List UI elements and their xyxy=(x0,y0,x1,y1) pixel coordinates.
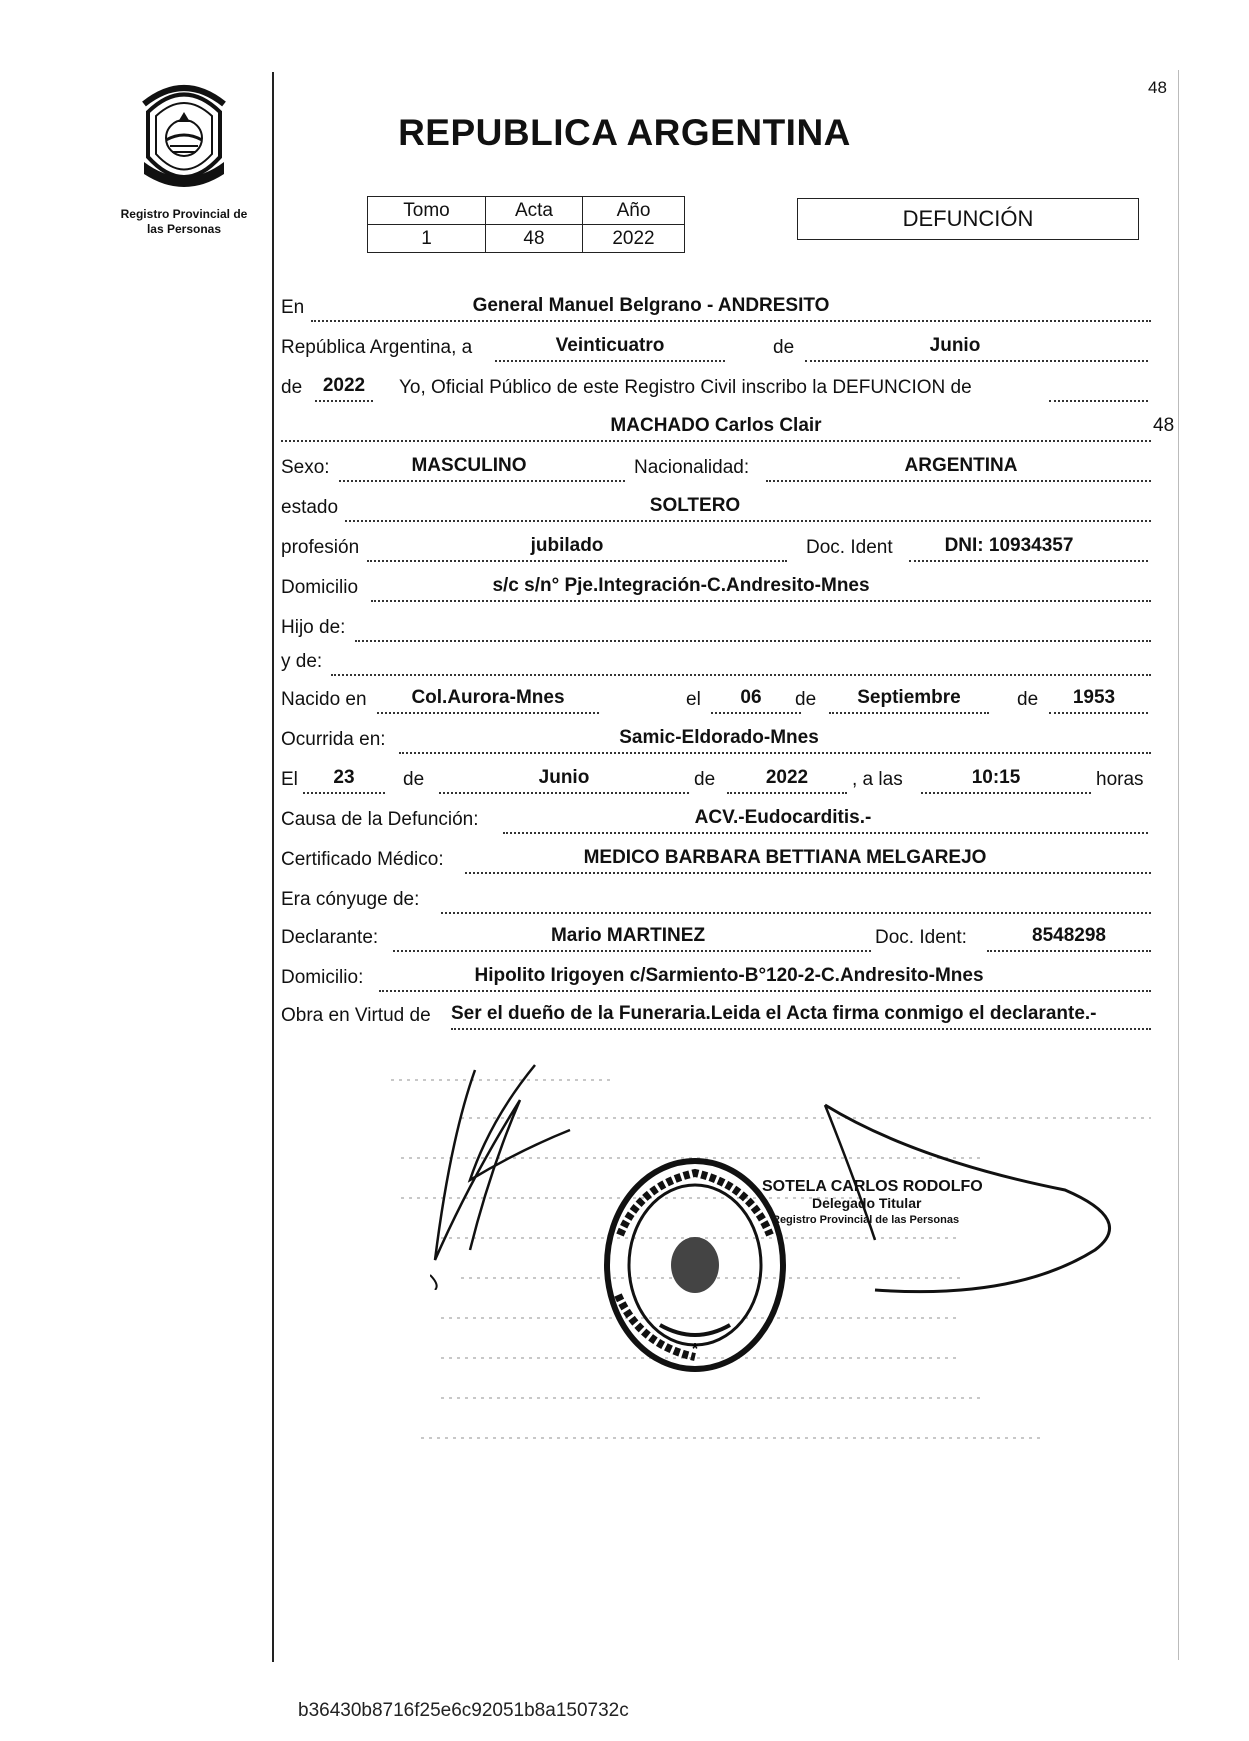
declarante-value: Mario MARTINEZ xyxy=(550,925,706,946)
row-hijo xyxy=(281,608,1151,642)
profesion-value: jubilado xyxy=(530,535,604,556)
nac-dia-value: 06 xyxy=(740,687,762,708)
obra-value: Ser el dueño de la Funeraria.Leida el Acta firma conmigo el declarante.- xyxy=(451,1003,1097,1024)
profesion-label: profesión xyxy=(281,537,360,558)
ocurrida-label: Ocurrida en: xyxy=(281,729,386,750)
left-margin-line xyxy=(272,72,274,1662)
de-label-1: de xyxy=(773,337,795,358)
nac-de-label-1: de xyxy=(795,689,817,710)
row-fecha xyxy=(281,328,1151,362)
row-inscribo xyxy=(281,368,1151,402)
hijo-label: Hijo de: xyxy=(281,617,346,638)
logo-caption-line1: Registro Provincial de xyxy=(120,207,248,221)
row-domicilio xyxy=(281,568,1151,602)
row-fallecimiento xyxy=(281,760,1151,794)
row-obra xyxy=(281,996,1151,1030)
domicilio-value: s/c s/n° Pje.Integración-C.Andresito-Mnes xyxy=(492,575,870,596)
officer-office: Registro Provincial de las Personas xyxy=(772,1214,960,1226)
certificado-value: MEDICO BARBARA BETTIANA MELGAREJO xyxy=(583,847,987,868)
decl-domicilio-value: Hipolito Irigoyen c/Sarmiento-B°120-2-C.Andresito-Mnes xyxy=(474,965,984,986)
fallec-de-label-2: de xyxy=(694,769,716,790)
fallec-anio-value: 2022 xyxy=(765,767,809,788)
a-las-label: , a las xyxy=(852,769,903,790)
sexo-value: MASCULINO xyxy=(411,455,527,476)
row-sexo xyxy=(281,448,1151,482)
anio-value: 2022 xyxy=(583,225,685,253)
estado-label: estado xyxy=(281,497,339,518)
fallec-dia-value: 23 xyxy=(333,767,355,788)
fallec-mes-value: Junio xyxy=(538,767,590,788)
row-conyuge xyxy=(281,880,1151,914)
lugar-value: General Manuel Belgrano - ANDRESITO xyxy=(472,295,830,316)
row-decl-domicilio xyxy=(281,958,1151,992)
domicilio-label: Domicilio xyxy=(281,577,359,598)
row-profesion xyxy=(281,528,1151,562)
sexo-label: Sexo: xyxy=(281,457,330,478)
hora-value: 10:15 xyxy=(971,767,1021,788)
fallec-de-label-1: de xyxy=(403,769,425,790)
fallec-el-label: El xyxy=(281,769,298,790)
de-label-2: de xyxy=(281,377,303,398)
obra-label: Obra en Virtud de xyxy=(281,1005,431,1026)
officer-signature-block xyxy=(762,1178,983,1229)
document-hash: b36430b8716f25e6c92051b8a150732c xyxy=(298,1700,629,1721)
dia-letras-value: Veinticuatro xyxy=(555,335,665,356)
decl-domicilio-label: Domicilio: xyxy=(281,967,364,988)
conyuge-label: Era cónyuge de: xyxy=(281,889,420,910)
certificado-label: Certificado Médico: xyxy=(281,849,444,870)
nombre-value: MACHADO Carlos Clair xyxy=(610,415,822,436)
row-ocurrida xyxy=(281,720,1151,754)
row-nacido xyxy=(281,680,1151,714)
row-y-de xyxy=(281,642,1151,676)
officer-title: Delegado Titular xyxy=(812,1195,922,1211)
record-type-box: DEFUNCIÓN xyxy=(797,198,1139,240)
province-logo xyxy=(108,82,260,237)
anio-value-text: 2022 xyxy=(322,375,366,396)
svg-text:*: * xyxy=(691,1341,699,1358)
row-lugar xyxy=(281,288,1151,322)
tomo-value: 1 xyxy=(368,225,486,253)
nacionalidad-value: ARGENTINA xyxy=(904,455,1018,476)
causa-label: Causa de la Defunción: xyxy=(281,809,479,830)
mes-value: Junio xyxy=(929,335,981,356)
decl-doc-value: 8548298 xyxy=(1032,925,1106,946)
yo-text: Yo, Oficial Público de este Registro Civil inscribo la DEFUNCION de xyxy=(399,377,972,398)
el-label: el xyxy=(686,689,701,710)
ocurrida-value: Samic-Eldorado-Mnes xyxy=(619,727,819,748)
row-declarante xyxy=(281,918,1151,952)
registry-table xyxy=(367,196,685,253)
republica-label: República Argentina, a xyxy=(281,337,473,358)
row-nombre xyxy=(281,408,1175,442)
en-label: En xyxy=(281,297,305,318)
officer-name: SOTELA CARLOS RODOLFO xyxy=(762,1178,983,1195)
tomo-header: Tomo xyxy=(368,197,486,225)
row-causa xyxy=(281,800,1151,834)
nac-de-label-2: de xyxy=(1017,689,1039,710)
y-de-label: y de: xyxy=(281,651,323,672)
nacido-lugar-value: Col.Aurora-Mnes xyxy=(411,687,565,708)
estado-value: SOLTERO xyxy=(649,495,741,516)
doc-label: Doc. Ident xyxy=(806,537,893,558)
decl-doc-label: Doc. Ident: xyxy=(875,927,967,948)
declarante-label: Declarante: xyxy=(281,927,379,948)
acta-header: Acta xyxy=(486,197,583,225)
acta-value: 48 xyxy=(486,225,583,253)
row-estado xyxy=(281,488,1151,522)
nacido-label: Nacido en xyxy=(281,689,367,710)
nac-anio-value: 1953 xyxy=(1072,687,1116,708)
document-title: REPUBLICA ARGENTINA xyxy=(398,112,851,153)
page-number: 48 xyxy=(1148,78,1167,97)
right-margin-line xyxy=(1178,70,1179,1660)
logo-caption-line2: las Personas xyxy=(146,222,222,236)
nacionalidad-label: Nacionalidad: xyxy=(634,457,750,478)
row-certificado xyxy=(281,840,1151,874)
anio-header: Año xyxy=(583,197,685,225)
horas-label: horas xyxy=(1096,769,1144,790)
causa-value: ACV.-Eudocarditis.- xyxy=(694,807,872,828)
nac-mes-value: Septiembre xyxy=(857,687,961,708)
doc-value: DNI: 10934357 xyxy=(944,535,1074,556)
margin-number: 48 xyxy=(1153,415,1175,436)
